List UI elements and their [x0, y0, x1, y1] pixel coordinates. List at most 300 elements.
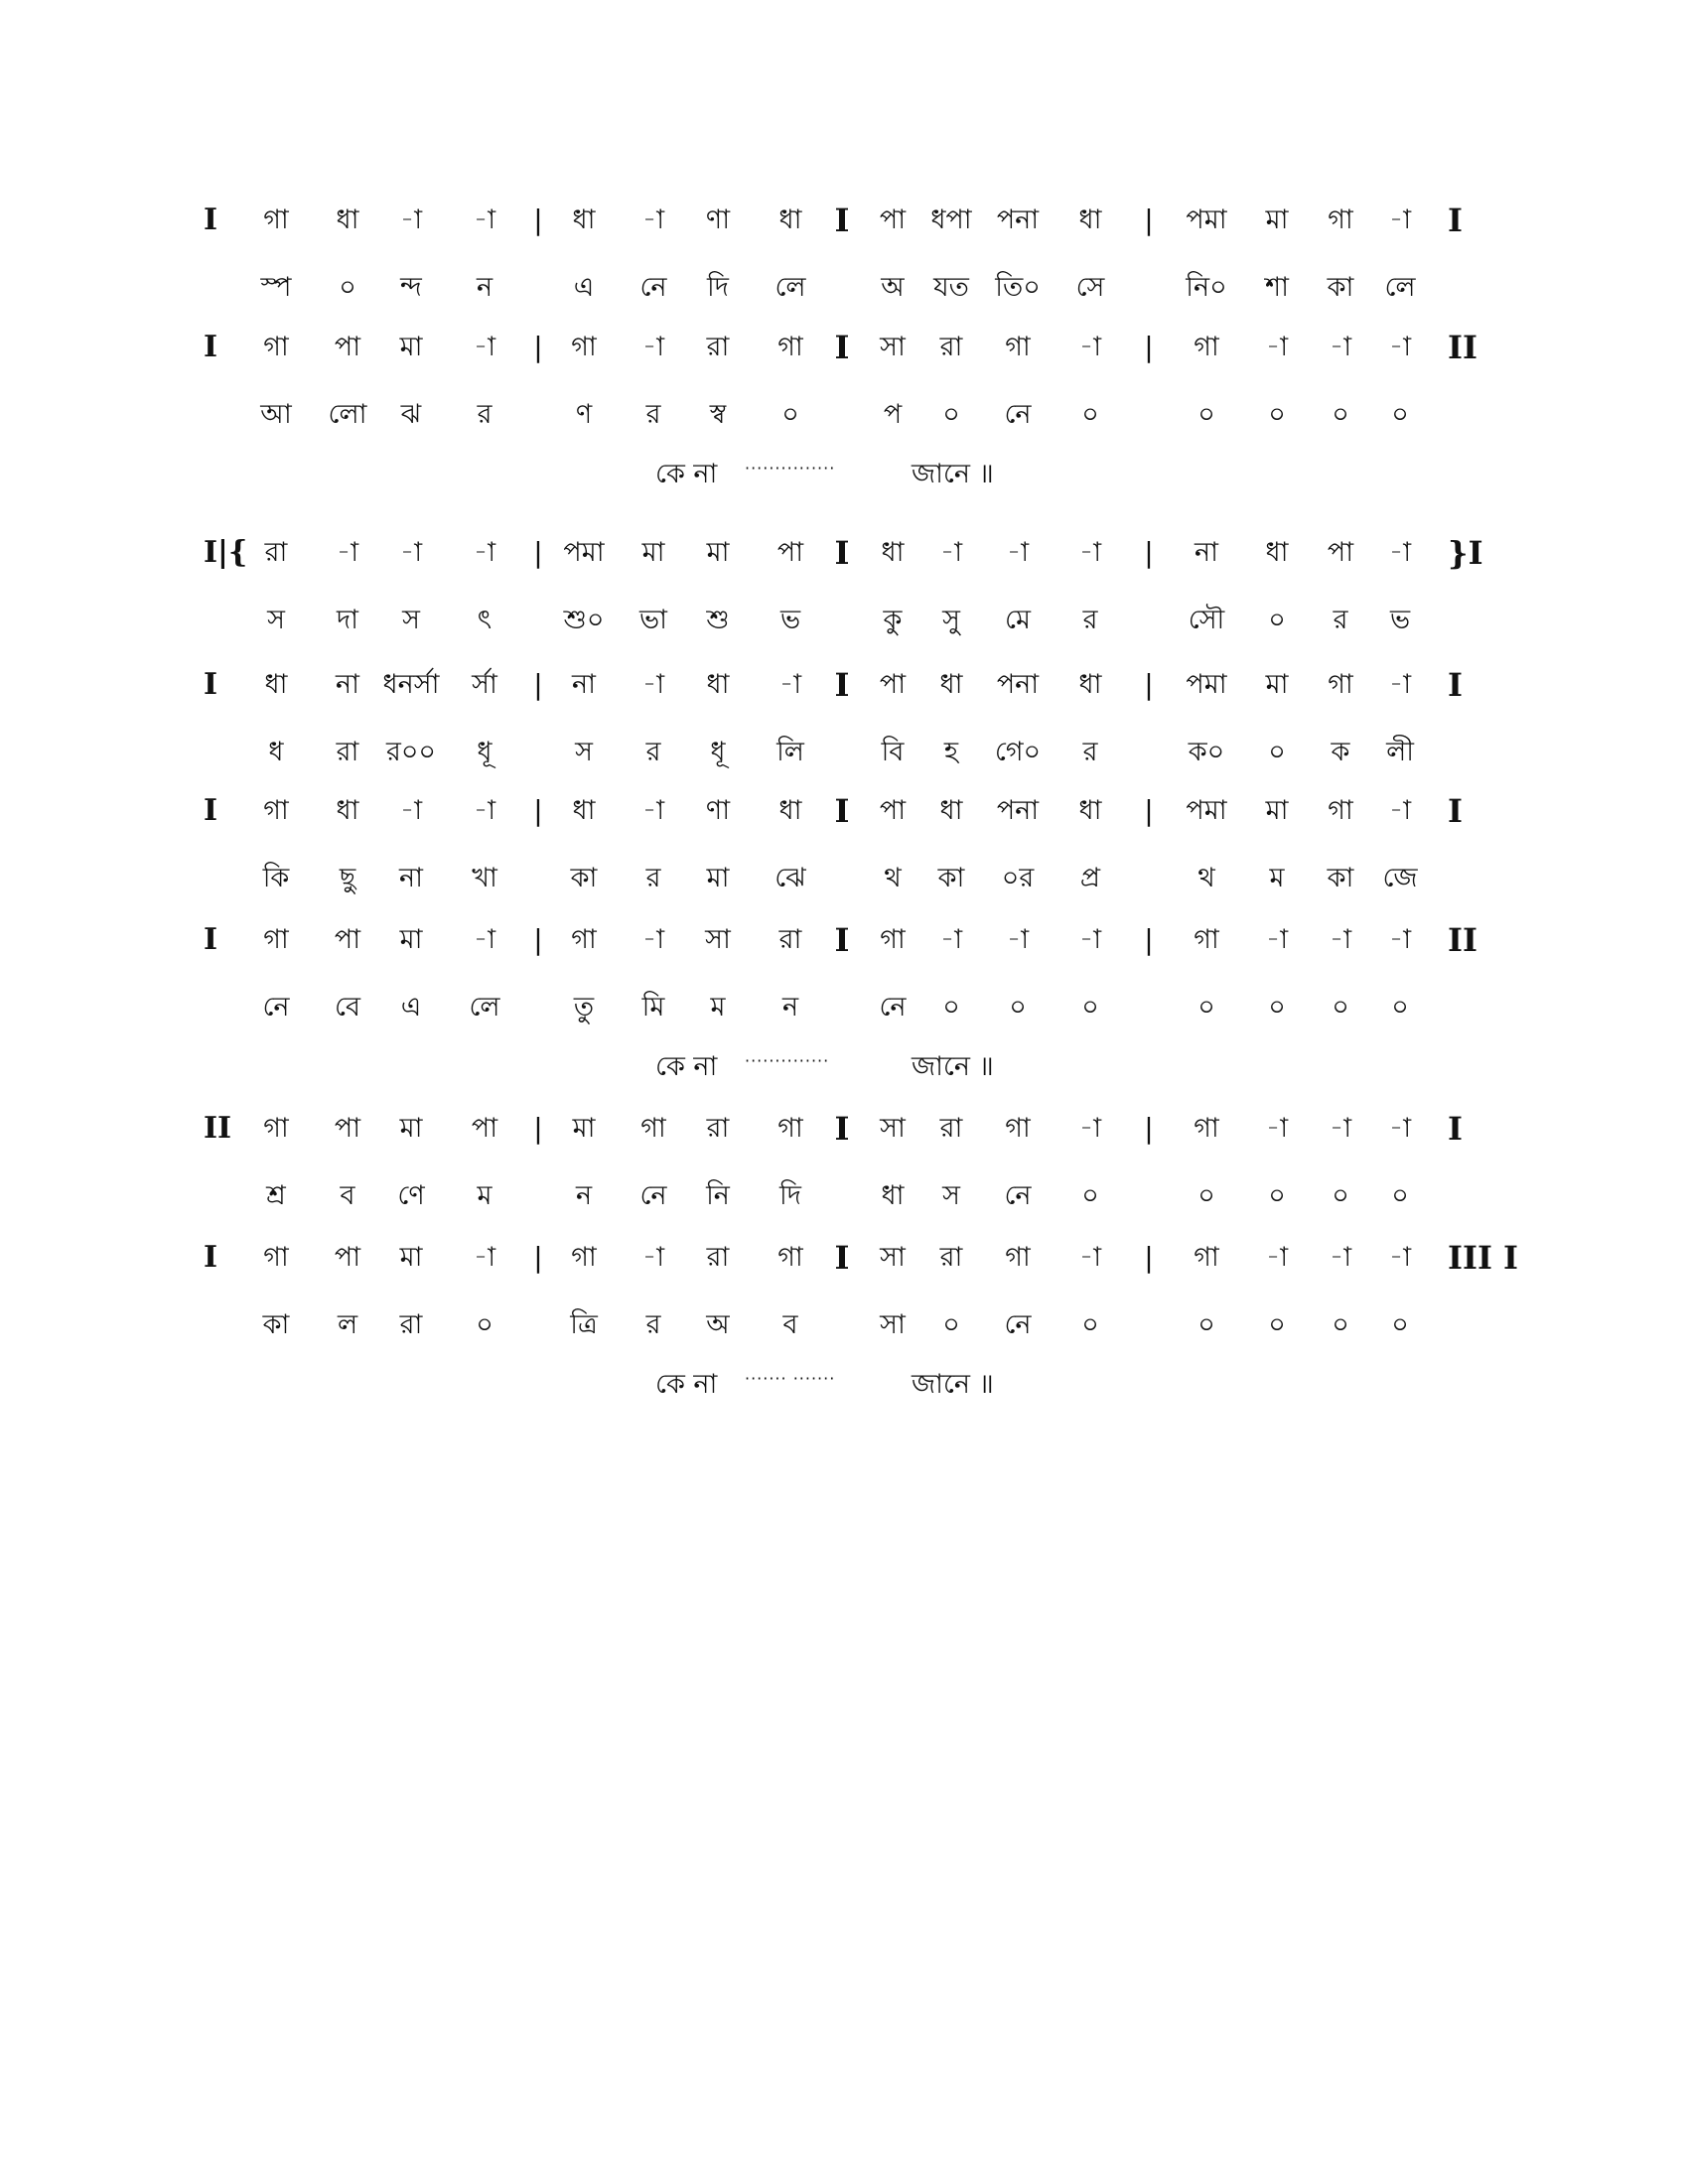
note-row — [0, 789, 1688, 833]
swara-note: সা — [880, 332, 906, 362]
lyric-row — [0, 1174, 1688, 1218]
swara-note: গা — [571, 924, 597, 955]
lyric-syllable: ০ — [1268, 1309, 1286, 1340]
bar-line: | — [533, 536, 543, 569]
swara-note: রা — [939, 332, 963, 362]
lyric-syllable: খা — [472, 863, 497, 893]
line-start-marker: I — [204, 922, 218, 957]
swara-note: ধা — [1078, 795, 1102, 826]
swara-note: না — [1195, 537, 1218, 568]
lyric-syllable: মা — [706, 863, 730, 893]
lyric-syllable: ০ — [1391, 1180, 1409, 1211]
lyric-syllable: নে — [879, 992, 907, 1023]
line-end-marker: I — [1448, 1110, 1463, 1148]
swara-note: ধপা — [930, 205, 972, 235]
lyric-syllable: ণে — [397, 1180, 425, 1211]
bar-line: I — [834, 329, 850, 366]
lyric-syllable: বি — [881, 737, 905, 767]
swara-note: পা — [334, 924, 361, 955]
lyric-syllable: সা — [880, 1309, 906, 1340]
swara-note: -া — [473, 332, 496, 362]
swara-note: -া — [778, 669, 802, 700]
lyric-syllable: না — [399, 863, 423, 893]
lyric-syllable: লে — [469, 992, 500, 1023]
lyric-syllable: কা — [1327, 863, 1354, 893]
lyric-syllable: শু০ — [563, 605, 605, 635]
refrain-start: কে না — [655, 459, 718, 489]
swara-note: পা — [471, 1113, 498, 1144]
swara-note: -া — [1388, 795, 1412, 826]
swara-note: গা — [1328, 795, 1353, 826]
lyric-syllable: প — [883, 399, 903, 430]
refrain-ellipsis: ······· ······· — [745, 1369, 836, 1388]
lyric-syllable: এ — [573, 272, 595, 303]
swara-note: রা — [939, 1242, 963, 1273]
swara-note: মা — [706, 537, 730, 568]
swara-note: গা — [571, 1242, 597, 1273]
lyric-syllable: যত — [933, 272, 969, 303]
lyric-syllable: ন্দ — [400, 272, 422, 303]
lyric-syllable: র — [477, 399, 492, 430]
swara-note: সা — [705, 924, 731, 955]
lyric-syllable: সে — [1075, 272, 1105, 303]
lyric-syllable: নে — [1004, 1180, 1032, 1211]
lyric-syllable: ঝে — [774, 863, 806, 893]
lyric-syllable: নি — [706, 1180, 730, 1211]
lyric-syllable: শা — [1265, 272, 1289, 303]
line-end-marker: II — [1448, 329, 1477, 366]
lyric-syllable: লি — [776, 737, 804, 767]
lyric-syllable: ন — [781, 992, 799, 1023]
swara-note: -া — [473, 795, 496, 826]
lyric-syllable: ক০ — [1188, 737, 1225, 767]
note-row — [0, 918, 1688, 962]
swara-note: মা — [1265, 669, 1289, 700]
lyric-syllable: স — [575, 737, 593, 767]
lyric-syllable: লে — [774, 272, 806, 303]
swara-note: গা — [1194, 1242, 1219, 1273]
swara-note: ধা — [336, 795, 359, 826]
lyric-row — [0, 986, 1688, 1029]
refrain-line — [0, 1045, 1688, 1089]
swara-note: গা — [1005, 332, 1031, 362]
bar-line: I — [834, 202, 850, 239]
bar-line: | — [1144, 668, 1154, 701]
line-start-marker: I — [204, 793, 218, 828]
lyric-syllable: নে — [639, 1180, 667, 1211]
bar-line: | — [533, 668, 543, 701]
lyric-syllable: ল — [337, 1309, 358, 1340]
lyric-syllable: থ — [1197, 863, 1215, 893]
note-row — [0, 531, 1688, 575]
swara-note: রা — [778, 924, 802, 955]
lyric-syllable: কা — [570, 863, 598, 893]
bar-line: I — [834, 921, 850, 959]
swara-note: গা — [880, 924, 906, 955]
swara-note: -া — [1329, 1113, 1352, 1144]
swara-note: পা — [334, 1113, 361, 1144]
swara-note: সা — [880, 1113, 906, 1144]
lyric-syllable: তু — [573, 992, 595, 1023]
lyric-syllable: কু — [883, 605, 903, 635]
swara-note: গা — [1005, 1242, 1031, 1273]
swara-note: গা — [571, 332, 597, 362]
lyric-row — [0, 393, 1688, 437]
lyric-syllable: ধা — [881, 1180, 905, 1211]
bar-line: I — [834, 534, 850, 572]
refrain-ellipsis: ·············· — [745, 1051, 830, 1070]
lyric-row — [0, 857, 1688, 900]
swara-note: -া — [1078, 332, 1102, 362]
lyric-syllable: কা — [262, 1309, 290, 1340]
lyric-syllable: ক — [1331, 737, 1350, 767]
lyric-syllable: ছু — [339, 863, 356, 893]
swara-note: ধা — [572, 795, 596, 826]
swara-note: রা — [939, 1113, 963, 1144]
swara-note: র্সা — [472, 669, 497, 700]
swara-note: পা — [1327, 537, 1354, 568]
bar-line: I — [834, 1239, 850, 1277]
bar-line: I — [834, 1110, 850, 1148]
lyric-syllable: স — [942, 1180, 960, 1211]
refrain-start: কে না — [655, 1051, 718, 1082]
swara-note: গা — [1194, 1113, 1219, 1144]
lyric-syllable: ৎ — [477, 605, 492, 635]
line-start-marker: II — [204, 1111, 232, 1146]
lyric-syllable: কা — [1327, 272, 1354, 303]
lyric-syllable: ০ — [1268, 605, 1286, 635]
lyric-syllable: দি — [707, 272, 729, 303]
swara-note: গা — [640, 1113, 666, 1144]
lyric-syllable: ০ — [1391, 992, 1409, 1023]
swara-note: পা — [334, 332, 361, 362]
lyric-syllable: ভা — [639, 605, 667, 635]
swara-note: -া — [641, 795, 665, 826]
swara-note: গা — [263, 205, 289, 235]
swara-note: -া — [1388, 332, 1412, 362]
swara-note: মা — [399, 924, 423, 955]
lyric-syllable: নি০ — [1186, 272, 1227, 303]
lyric-syllable: ০ — [1332, 1309, 1349, 1340]
lyric-syllable: র — [1082, 605, 1098, 635]
swara-note: পা — [879, 205, 907, 235]
lyric-syllable: ব — [340, 1180, 355, 1211]
swara-note: -া — [1388, 924, 1412, 955]
swara-note: পমা — [1186, 795, 1227, 826]
swara-note: -া — [1078, 924, 1102, 955]
line-start-marker: I — [204, 1240, 218, 1275]
lyric-syllable: মি — [641, 992, 665, 1023]
line-end-marker: II — [1448, 921, 1477, 959]
bar-line: | — [1144, 1112, 1154, 1145]
bar-line: I — [834, 792, 850, 830]
bar-line: | — [533, 331, 543, 363]
bar-line: | — [533, 794, 543, 827]
lyric-syllable: সু — [942, 605, 960, 635]
note-row — [0, 1107, 1688, 1151]
lyric-syllable: ০ — [1197, 1180, 1215, 1211]
lyric-syllable: ০ — [942, 399, 960, 430]
lyric-syllable: নে — [1004, 1309, 1032, 1340]
lyric-syllable: ন — [476, 272, 493, 303]
note-row — [0, 1236, 1688, 1280]
lyric-syllable: ০ — [1197, 399, 1215, 430]
swara-note: গা — [1005, 1113, 1031, 1144]
refrain-end: জানে ॥ — [912, 459, 994, 489]
lyric-syllable: সৌ — [1188, 605, 1225, 635]
lyric-syllable: রা — [336, 737, 359, 767]
lyric-syllable: র — [645, 863, 661, 893]
lyric-syllable: ০ — [476, 1309, 493, 1340]
bar-line: | — [533, 1241, 543, 1274]
lyric-syllable: ০ — [1268, 737, 1286, 767]
swara-note: -া — [641, 924, 665, 955]
swara-note: -া — [473, 537, 496, 568]
refrain-line — [0, 453, 1688, 496]
lyric-syllable: ০ — [781, 399, 799, 430]
swara-note: গা — [1194, 924, 1219, 955]
lyric-syllable: ঝ — [400, 399, 422, 430]
lyric-syllable: স — [267, 605, 285, 635]
lyric-syllable: র০০ — [386, 737, 436, 767]
lyric-syllable: ০ — [1332, 992, 1349, 1023]
lyric-syllable: ০ — [1391, 399, 1409, 430]
swara-note: -া — [1265, 1242, 1289, 1273]
line-start-marker: I — [204, 330, 218, 364]
swara-note: গা — [263, 795, 289, 826]
swara-note: ণা — [705, 795, 731, 826]
swara-note: পনা — [996, 795, 1040, 826]
lyric-syllable: ০ — [942, 992, 960, 1023]
swara-note: ধা — [778, 795, 802, 826]
lyric-syllable: অ — [881, 272, 905, 303]
lyric-syllable: আ — [260, 399, 292, 430]
lyric-syllable: লো — [328, 399, 367, 430]
swara-note: -া — [939, 924, 963, 955]
swara-note: মা — [641, 537, 665, 568]
lyric-syllable: মে — [1005, 605, 1031, 635]
lyric-syllable: ব — [782, 1309, 798, 1340]
lyric-syllable: স্ব — [709, 399, 727, 430]
swara-note: -া — [473, 1242, 496, 1273]
lyric-syllable: ০ — [1081, 1309, 1099, 1340]
note-row — [0, 663, 1688, 707]
lyric-syllable: ম — [1269, 863, 1285, 893]
lyric-syllable: হ — [943, 737, 959, 767]
lyric-syllable: র — [1082, 737, 1098, 767]
swara-note: পমা — [563, 537, 605, 568]
swara-note: -া — [1265, 1113, 1289, 1144]
swara-note: -া — [641, 205, 665, 235]
lyric-syllable: ০ — [1081, 399, 1099, 430]
line-start-marker: I — [204, 667, 218, 702]
bar-line: | — [533, 204, 543, 236]
note-row — [0, 326, 1688, 369]
swara-note: সা — [880, 1242, 906, 1273]
lyric-syllable: ম — [477, 1180, 492, 1211]
swara-note: ধা — [778, 205, 802, 235]
lyric-syllable: লী — [1386, 737, 1414, 767]
swara-note: ধা — [939, 795, 963, 826]
line-start-marker: I — [204, 203, 218, 237]
line-end-marker: I — [1448, 202, 1463, 239]
swara-note: -া — [1329, 1242, 1352, 1273]
lyric-syllable: ণ — [575, 399, 593, 430]
swara-note: -া — [1388, 1242, 1412, 1273]
swara-note: গা — [263, 332, 289, 362]
lyric-syllable: ধূ — [710, 737, 726, 767]
line-end-marker: }I — [1448, 534, 1483, 572]
lyric-row — [0, 1303, 1688, 1347]
lyric-syllable: ০ — [1268, 992, 1286, 1023]
swara-note: মা — [572, 1113, 596, 1144]
lyric-syllable: র — [1333, 605, 1348, 635]
lyric-syllable: ০ — [339, 272, 356, 303]
line-end-marker: I — [1448, 792, 1463, 830]
swara-note: পনা — [996, 205, 1040, 235]
swara-note: -া — [1388, 669, 1412, 700]
bar-line: | — [1144, 331, 1154, 363]
lyric-syllable: থ — [884, 863, 902, 893]
swara-note: -া — [641, 332, 665, 362]
line-start-marker: I|{ — [204, 535, 248, 570]
swara-note: -া — [1329, 332, 1352, 362]
swara-note: ধা — [264, 669, 288, 700]
swara-note: -া — [939, 537, 963, 568]
swara-note: ধা — [1265, 537, 1289, 568]
lyric-syllable: বে — [335, 992, 360, 1023]
swara-note: গা — [263, 1113, 289, 1144]
lyric-syllable: র — [645, 1309, 661, 1340]
swara-note: -া — [1006, 924, 1030, 955]
lyric-syllable: দা — [336, 605, 359, 635]
bar-line: | — [1144, 204, 1154, 236]
swara-note: গা — [263, 924, 289, 955]
lyric-syllable: ০ — [942, 1309, 960, 1340]
swara-note: না — [336, 669, 359, 700]
swara-note: গা — [263, 1242, 289, 1273]
swara-note: গা — [777, 332, 803, 362]
refrain-end: জানে ॥ — [912, 1051, 994, 1082]
swara-note: ধা — [939, 669, 963, 700]
refrain-line — [0, 1363, 1688, 1407]
lyric-syllable: ভ — [1389, 605, 1411, 635]
swara-note: -া — [399, 537, 423, 568]
swara-note: -া — [1388, 205, 1412, 235]
swara-note: পা — [879, 795, 907, 826]
bar-line: | — [1144, 923, 1154, 956]
swara-note: -া — [399, 795, 423, 826]
lyric-syllable: ০ — [1332, 399, 1349, 430]
lyric-syllable: স্প — [260, 272, 292, 303]
swara-note: রা — [706, 1242, 730, 1273]
swara-note: মা — [399, 332, 423, 362]
swara-note: ধা — [881, 537, 905, 568]
lyric-syllable: ০ — [1081, 1180, 1099, 1211]
lyric-syllable: রা — [399, 1309, 423, 1340]
swara-note: রা — [264, 537, 288, 568]
lyric-syllable: ০ — [1009, 992, 1027, 1023]
lyric-syllable: নে — [262, 992, 290, 1023]
swara-note: -া — [641, 1242, 665, 1273]
swara-note: পমা — [1186, 205, 1227, 235]
refrain-start: কে না — [655, 1369, 718, 1400]
swara-note: -া — [1078, 1242, 1102, 1273]
refrain-end: জানে ॥ — [912, 1369, 994, 1400]
swara-note: গা — [777, 1242, 803, 1273]
lyric-syllable: ০ — [1332, 1180, 1349, 1211]
bar-line: | — [533, 1112, 543, 1145]
lyric-syllable: ০ — [1268, 399, 1286, 430]
swara-note: -া — [473, 205, 496, 235]
swara-note: -া — [1265, 924, 1289, 955]
lyric-syllable: জে — [1382, 863, 1418, 893]
lyric-syllable: অ — [706, 1309, 730, 1340]
lyric-syllable: ধূ — [477, 737, 492, 767]
swara-note: পা — [334, 1242, 361, 1273]
swara-note: -া — [1388, 537, 1412, 568]
lyric-syllable: প্র — [1079, 863, 1101, 893]
bar-line: | — [1144, 536, 1154, 569]
lyric-syllable: এ — [400, 992, 422, 1023]
swara-note: -া — [1078, 537, 1102, 568]
swara-note: গা — [1194, 332, 1219, 362]
swara-note: -া — [1388, 1113, 1412, 1144]
swara-note: পনা — [996, 669, 1040, 700]
lyric-syllable: ত্রি — [570, 1309, 598, 1340]
lyric-syllable: কা — [937, 863, 965, 893]
lyric-syllable: নে — [639, 272, 667, 303]
swara-note: রা — [706, 1113, 730, 1144]
lyric-syllable: কি — [262, 863, 290, 893]
swara-note: -া — [399, 205, 423, 235]
swara-note: ধা — [706, 669, 730, 700]
swara-note: -া — [473, 924, 496, 955]
swara-note: -া — [336, 537, 359, 568]
swara-note: গা — [1328, 205, 1353, 235]
lyric-syllable: র — [645, 737, 661, 767]
lyric-syllable: ন — [575, 1180, 593, 1211]
lyric-syllable: ০ — [1081, 992, 1099, 1023]
lyric-syllable: র — [645, 399, 661, 430]
lyric-syllable: নে — [1004, 399, 1032, 430]
swara-note: ধা — [1078, 205, 1102, 235]
swara-note: পা — [776, 537, 804, 568]
lyric-syllable: তি০ — [995, 272, 1041, 303]
swara-note: গা — [1328, 669, 1353, 700]
bar-line: | — [533, 923, 543, 956]
refrain-ellipsis: ··············· — [745, 459, 836, 478]
swara-note: রা — [706, 332, 730, 362]
line-end-marker: III I — [1448, 1239, 1519, 1277]
swara-note: -া — [1329, 924, 1352, 955]
swara-note: পমা — [1186, 669, 1227, 700]
swara-note: -া — [641, 669, 665, 700]
swara-note: ধনর্সা — [382, 669, 440, 700]
lyric-row — [0, 731, 1688, 774]
swara-note: -া — [1265, 332, 1289, 362]
lyric-syllable: ০র — [1001, 863, 1035, 893]
lyric-row — [0, 266, 1688, 310]
lyric-syllable: লে — [1384, 272, 1416, 303]
swara-note: মা — [399, 1242, 423, 1273]
bar-line: I — [834, 666, 850, 704]
lyric-syllable: ০ — [1197, 1309, 1215, 1340]
note-row — [0, 199, 1688, 242]
lyric-syllable: ০ — [1268, 1180, 1286, 1211]
swara-note: গা — [777, 1113, 803, 1144]
swara-note: -া — [1006, 537, 1030, 568]
